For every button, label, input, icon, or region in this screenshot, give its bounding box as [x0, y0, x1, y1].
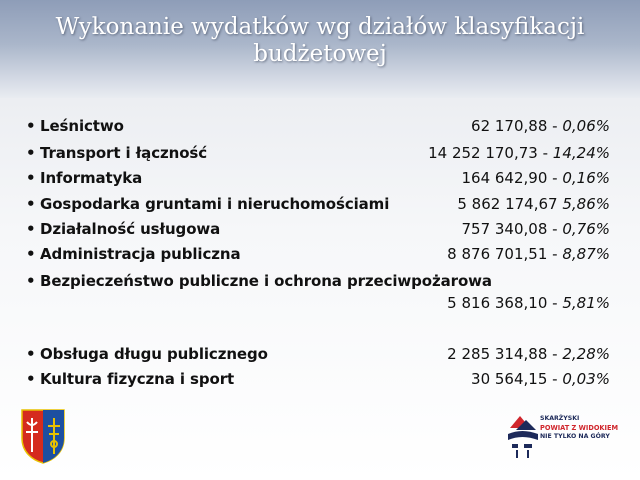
- item-amount: 14 252 170,73 -: [428, 144, 549, 162]
- bullet: •: [26, 272, 36, 290]
- list-item: [26, 114, 610, 138]
- item-amount: 8 876 701,51 -: [447, 245, 558, 263]
- item-percent: 0,76%: [562, 220, 610, 238]
- logo-line-2: POWIAT Z WIDOKIEM: [540, 424, 619, 432]
- list-item: [26, 192, 610, 216]
- slide-title: Wykonanie wydatków wg działów klasyfikacji budżetowej: [55, 14, 585, 67]
- item-name: Transport i łączność: [40, 144, 208, 162]
- item-amount: 164 642,90 -: [461, 169, 558, 187]
- coat-of-arms-icon: [20, 408, 66, 464]
- item-value: [310, 291, 610, 315]
- item-value: [457, 192, 610, 216]
- list-item: [26, 166, 610, 190]
- item-value: [471, 114, 610, 138]
- item-percent: 0,03%: [562, 370, 610, 388]
- item-percent: 8,87%: [562, 245, 610, 263]
- item-name: Leśnictwo: [40, 117, 124, 135]
- item-amount: 5 862 174,67: [457, 195, 558, 213]
- item-name: Informatyka: [40, 169, 143, 187]
- logo-line-3: NIE TYLKO NA GÓRY: [540, 433, 610, 440]
- list-item: [26, 269, 610, 293]
- item-value: [471, 367, 610, 391]
- logo-line-1: SKARŻYSKI: [540, 415, 580, 422]
- item-percent: 2,28%: [562, 345, 610, 363]
- item-value: [461, 166, 610, 190]
- list-item: [26, 242, 610, 266]
- list-item: [26, 141, 610, 165]
- item-value: [428, 141, 610, 165]
- bullet: •: [26, 370, 36, 388]
- bullet: •: [26, 220, 36, 238]
- list-item: [26, 342, 610, 366]
- item-name: Gospodarka gruntami i nieruchomościami: [40, 195, 390, 213]
- item-amount: 30 564,15 -: [471, 370, 558, 388]
- bullet: •: [26, 144, 36, 162]
- item-percent: 0,16%: [562, 169, 610, 187]
- item-amount: 62 170,88 -: [471, 117, 558, 135]
- item-percent: 5,81%: [562, 294, 610, 312]
- item-amount: 757 340,08 -: [461, 220, 558, 238]
- bullet: •: [26, 345, 36, 363]
- bullet: •: [26, 117, 36, 135]
- item-name: Administracja publiczna: [40, 245, 241, 263]
- item-value: [447, 242, 610, 266]
- item-percent: 5,86%: [562, 195, 610, 213]
- item-value: [447, 342, 610, 366]
- bullet: •: [26, 169, 36, 187]
- item-name: Obsługa długu publicznego: [40, 345, 268, 363]
- list-item: [26, 217, 610, 241]
- list-item: [26, 367, 610, 391]
- item-value: [461, 217, 610, 241]
- item-percent: 14,24%: [552, 144, 610, 162]
- bullet: •: [26, 195, 36, 213]
- item-percent: 0,06%: [562, 117, 610, 135]
- item-name: Bezpieczeństwo publiczne i ochrona przeciwpożarowa: [40, 272, 492, 290]
- item-amount: 2 285 314,88 -: [447, 345, 558, 363]
- title-banner: [0, 0, 640, 98]
- item-name: Kultura fizyczna i sport: [40, 370, 235, 388]
- bullet: •: [26, 245, 36, 263]
- item-name: Działalność usługowa: [40, 220, 221, 238]
- item-amount: 5 816 368,10 -: [447, 294, 558, 312]
